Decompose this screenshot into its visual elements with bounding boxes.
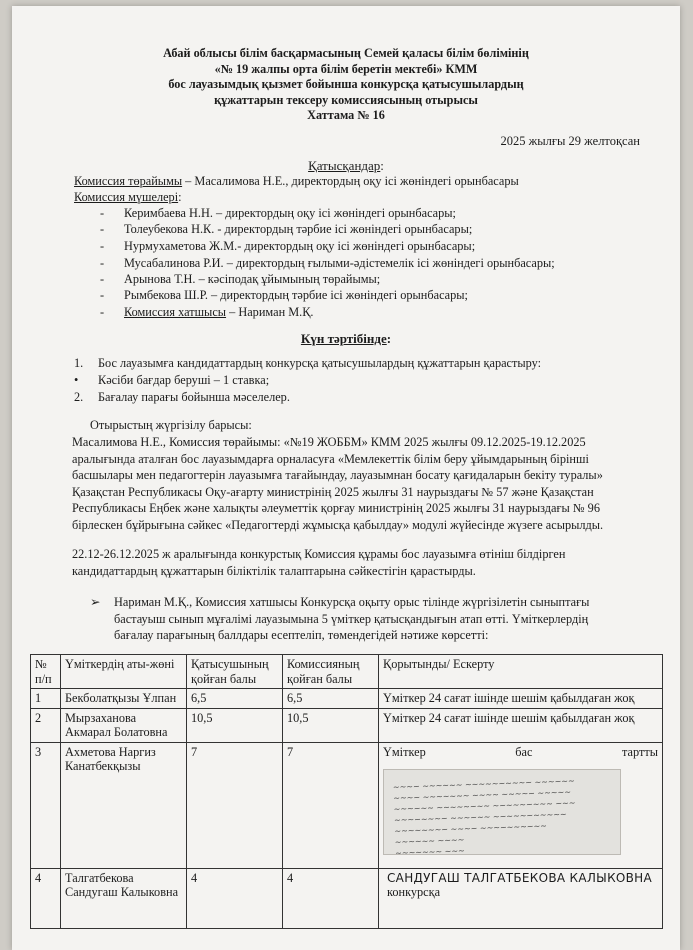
secretary-paragraph: ➢ Нариман М.Қ., Комиссия хатшысы Конкурсқа оқыту орыс тілінде жүргізілетін сыныптағы бастауыш сынып мұғалімі лауазымына 5 үміткер қатысқандығын атап өтті. Үміткерлердің бағалау парағының баллдары есептеліп, төмендегідей нәтиже көрсетті: <box>90 595 590 643</box>
document-page <box>12 6 680 950</box>
table-row <box>31 708 663 742</box>
member-item: - Нурмухаметова Ж.М.- директордың оқу ісі жөніндегі орынбасары; <box>100 239 476 253</box>
results-table <box>30 654 663 929</box>
conclusion-note: САНДУГАШ ТАЛГАТБЕКОВА КАЛЫКОВНА конкурсқа <box>379 868 663 928</box>
member-item: - Керимбаева Н.Н. – директордың оқу ісі жөніндегі орынбасары; <box>100 206 456 220</box>
column-header: Қатысушының қойған балы <box>187 655 283 689</box>
candidate-name: Мырзаханова Акмарал Болатовна <box>61 708 187 742</box>
conclusion-note: Үміткер 24 сағат ішінде шешім қабылдаған жоқ <box>379 689 663 709</box>
agenda-item-2: 2. Бағалау парағы бойынша мәселелер. <box>74 390 290 404</box>
header-line-3: бос лауазымдық қызмет бойынша конкурсқа қатысушылардың <box>168 77 524 91</box>
document-header <box>12 46 680 124</box>
candidate-name: Ахметова Наргиз Канатбекқызы <box>61 742 187 868</box>
commission-secretary: - Комиссия хатшысы – Нариман М.Қ. <box>100 305 314 319</box>
column-header: Үміткердің аты-жөні <box>61 655 187 689</box>
agenda-bullet: • Кәсіби бағдар беруші – 1 ставка; <box>74 373 270 387</box>
member-item: - Мусабалинова Р.И. – директордың ғылыми-әдістемелік ісі жөніндегі орынбасары; <box>100 256 555 270</box>
column-header: Комиссияның қойған балы <box>283 655 379 689</box>
table-header-row <box>31 655 663 689</box>
commission-chair: Комиссия төрайымы – Масалимова Н.Е., директордың оқу ісі жөніндегі орынбасары <box>74 174 519 188</box>
document-date: 2025 жылғы 29 желтоқсан <box>500 134 640 148</box>
member-item: - Арынова Т.Н. – кәсіподақ ұйымының төрайымы; <box>100 272 381 286</box>
proceedings-heading: Отырыстың жүргізілу барысы: <box>90 418 252 432</box>
agenda-item-1: 1. Бос лауазымға кандидаттардың конкурсқа қатысушылардың құжаттарын қарастыру: <box>74 356 542 370</box>
column-header: Қорытынды/ Ескерту <box>379 655 663 689</box>
table-row <box>31 742 663 868</box>
header-line-1: Абай облысы білім басқармасының Семей қаласы білім бөлімінің <box>163 46 529 60</box>
member-item: - Толеубекова Н.К. - директордың тәрбие ісі жөніндегі орынбасары; <box>100 222 473 236</box>
self-score: 4 <box>187 868 283 928</box>
table-row <box>31 868 663 928</box>
header-line-2: «№ 19 жалпы орта білім беретін мектебі» КММ <box>214 61 478 76</box>
commission-score: 6,5 <box>283 689 379 709</box>
conclusion-note: Үміткер 24 сағат ішінде шешім қабылдаған жоқ <box>379 708 663 742</box>
row-number: 3 <box>31 742 61 868</box>
agenda-heading: Күн тәртібінде: <box>300 331 392 346</box>
commission-score: 4 <box>283 868 379 928</box>
candidate-name: Талгатбекова Сандугаш Калыковна <box>61 868 187 928</box>
row-number: 1 <box>31 689 61 709</box>
table-row <box>31 689 663 709</box>
commission-members-label: Комиссия мүшелері: <box>74 190 182 204</box>
candidate-name: Бекболатқызы Ұлпан <box>61 689 187 709</box>
row-number: 4 <box>31 868 61 928</box>
header-line-4: құжаттарын тексеру комиссиясының отырысы <box>214 92 478 107</box>
commission-score: 7 <box>283 742 379 868</box>
participants-heading: Қатысқандар: <box>308 158 384 173</box>
protocol-number: Хаттама № 16 <box>307 108 385 122</box>
self-score: 10,5 <box>187 708 283 742</box>
handwritten-refusal-note: ~~~~ ~~~~~~ ~~~~~~~~~~ ~~~~~~ ~~~~ ~~~~~~~ ~~~~ ~~~~~ ~~~~~ ~~~~~~ ~~~~~~~~ ~~~~~~~~~ ~~~ ~~~~~~~~ ~~~~~~ ~~~~~~~~~~~ ~~~~~~~~ ~~~~ ~~~~~~~~~~ ~~~~~~ ~~~~ ~~~~~~~ ~~~ <box>383 769 621 855</box>
proceedings-paragraph: Масалимова Н.Е., Комиссия төрайымы: «№19 ЖОББМ» КММ 2025 жылғы 09.12.2025-19.12.2025 аралығында аталған бос лауазымдарға орналасуға «Мемлекеттік білім беру ұйымдарының бірінші басшылары мен педагогтерін лауазымға тағайындау, лауазымнан босату қағидаларын бекіту туралы» Қазақстан Республикасы Оқу-ағарту министрінің 2025 жылғы 31 наурыздағы № 57 және Қазақстан Республикасы Еңбек және халықты әлеуметтік қорғау министрінің 2025 жылғы 31 наурыздағы № 96 бірлескен бұйрығына сәйкес «Педагогтерді жұмысқа қабылдау» модулі жүйесінде жүзеге асырылды. <box>72 435 604 532</box>
self-score: 7 <box>187 742 283 868</box>
conclusion-note: Үміткер бас тартты ~~~~ ~~~~~~ ~~~~~~~~~~ ~~~~~~ ~~~~ ~~~~~~~ ~~~~ ~~~~~ ~~~~~ ~~~~~~ ~~~~~~~~ ~~~~~~~~~ ~~~ ~~~~~~~~ ~~~~~~ ~~~~~~~~~~~ ~~~~~~~~ ~~~~ ~~~~~~~~~~ ~~~~~~ ~~~~ ~~~~~~~ ~~~ <box>379 742 663 868</box>
column-header: № п/п <box>31 655 61 689</box>
self-score: 6,5 <box>187 689 283 709</box>
row-number: 2 <box>31 708 61 742</box>
member-item: - Рымбекова Ш.Р. – директордың тәрбие ісі жөніндегі орынбасары; <box>100 288 468 302</box>
review-paragraph: 22.12-26.12.2025 ж аралығында конкурстық Комиссия құрамы бос лауазымға өтініш білдірген кандидаттардың құжаттарын біліктілік талаптарына сәйкестігін қарастырды. <box>72 547 566 578</box>
commission-score: 10,5 <box>283 708 379 742</box>
